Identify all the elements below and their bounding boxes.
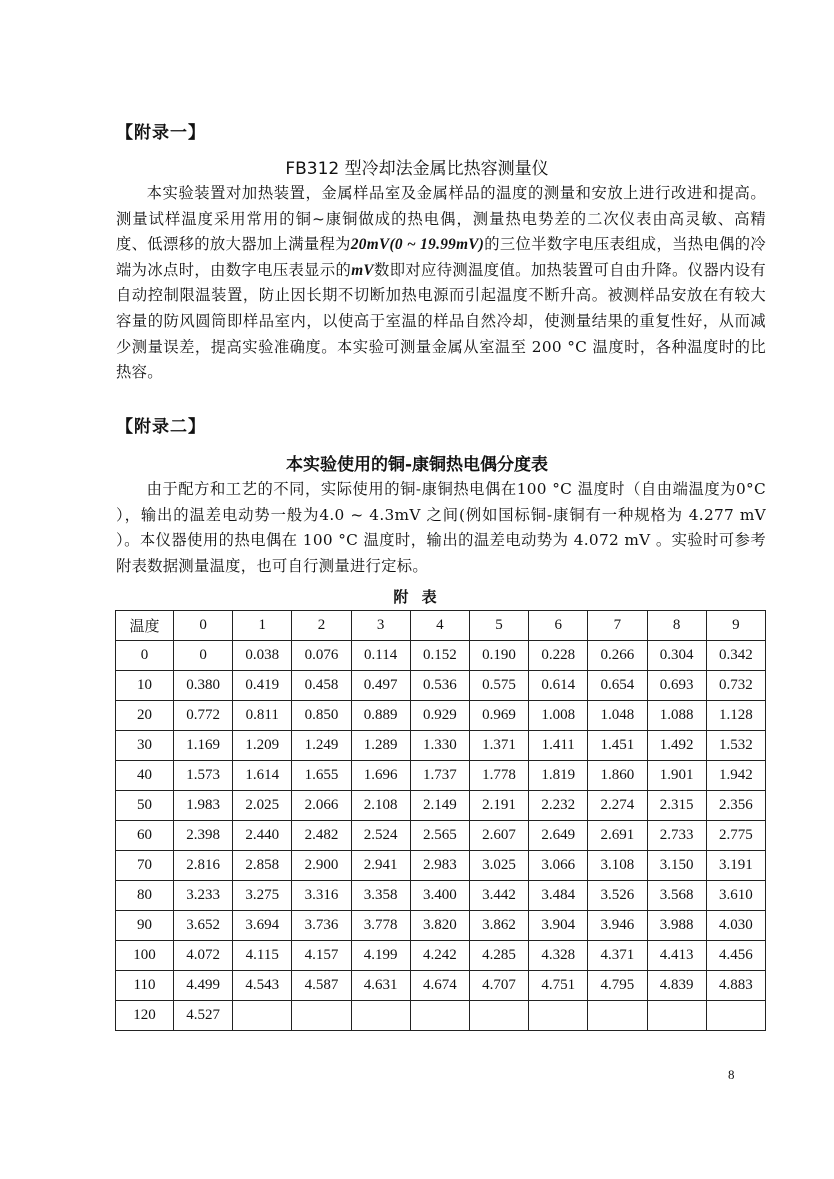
table-cell: 4.674 [410, 971, 469, 1001]
table-cell: 1 [233, 611, 292, 641]
table-cell: 0.114 [351, 641, 410, 671]
table-cell: 1.696 [351, 761, 410, 791]
table-cell [647, 1001, 706, 1031]
table-cell: 3.778 [351, 911, 410, 941]
table-cell: 0.458 [292, 671, 351, 701]
temperature-cell: 70 [116, 851, 174, 881]
table-cell: 3.736 [292, 911, 351, 941]
table-row [116, 731, 766, 761]
table-cell: 3.610 [706, 881, 765, 911]
appendix1-range-formula: 20mV(0 ~ 19.99mV) [350, 236, 485, 254]
table-cell: 4.328 [529, 941, 588, 971]
table-cell: 2.858 [233, 851, 292, 881]
table-cell: 0.419 [233, 671, 292, 701]
table-cell: 3.820 [410, 911, 469, 941]
table-cell: 4.413 [647, 941, 706, 971]
table-row [116, 821, 766, 851]
temperature-cell: 温度 [116, 611, 174, 641]
table-cell: 2.941 [351, 851, 410, 881]
table-cell: 2.900 [292, 851, 351, 881]
table-cell: 1.901 [647, 761, 706, 791]
table-cell: 3.484 [529, 881, 588, 911]
table-cell: 0.228 [529, 641, 588, 671]
temperature-cell: 40 [116, 761, 174, 791]
table-cell: 3.400 [410, 881, 469, 911]
table-cell: 4.543 [233, 971, 292, 1001]
table-cell: 1.492 [647, 731, 706, 761]
appendix1-title: FB312 型冷却法金属比热容测量仪 [285, 159, 549, 179]
table-cell: 4.795 [588, 971, 647, 1001]
table-cell: 2.775 [706, 821, 765, 851]
table-cell: 0.536 [410, 671, 469, 701]
table-cell: 1.048 [588, 701, 647, 731]
table-cell: 0.614 [529, 671, 588, 701]
table-caption: 附 表 [393, 588, 441, 606]
table-cell: 1.088 [647, 701, 706, 731]
table-row [116, 701, 766, 731]
table-cell: 0.076 [292, 641, 351, 671]
table-cell: 4.242 [410, 941, 469, 971]
appendix1-text-part3: 数即对应待测温度值。加热装置可自由升降。仪器内设有自动控制限温装置，防止因长期不切断加热电源而引起温度不断升高。被测样品安放在有较大容量的防风圆筒即样品室内，以使高于室温的样品自然冷却，使测量结果的重复性好，从而减少测量误差，提高实验准确度。本实验可测量金属从室温至 200 °C 温度时，各种温度时的比热容。 [116, 260, 766, 382]
temperature-cell: 90 [116, 911, 174, 941]
appendix1-heading: 【附录一】 [116, 123, 206, 143]
table-cell: 3 [351, 611, 410, 641]
table-cell: 3.862 [469, 911, 528, 941]
table-row [116, 641, 766, 671]
table-cell: 1.330 [410, 731, 469, 761]
temperature-cell: 110 [116, 971, 174, 1001]
table-cell: 1.289 [351, 731, 410, 761]
appendix2-heading: 【附录二】 [116, 417, 206, 437]
table-cell: 4.587 [292, 971, 351, 1001]
table-cell: 2.315 [647, 791, 706, 821]
table-cell: 0.929 [410, 701, 469, 731]
table-cell: 3.233 [174, 881, 233, 911]
table-cell [588, 1001, 647, 1031]
table-cell [706, 1001, 765, 1031]
table-cell: 1.655 [292, 761, 351, 791]
table-cell: 0.850 [292, 701, 351, 731]
table-cell: 4.072 [174, 941, 233, 971]
table-cell: 3.066 [529, 851, 588, 881]
table-cell: 0.575 [469, 671, 528, 701]
temperature-cell: 10 [116, 671, 174, 701]
table-cell: 3.108 [588, 851, 647, 881]
table-cell: 0.342 [706, 641, 765, 671]
table-header-row [116, 611, 766, 641]
table-cell: 2 [292, 611, 351, 641]
table-cell: 0.152 [410, 641, 469, 671]
table-cell: 0.190 [469, 641, 528, 671]
table-cell: 4.707 [469, 971, 528, 1001]
table-cell: 3.275 [233, 881, 292, 911]
table-row [116, 941, 766, 971]
appendix2-title: 本实验使用的铜-康铜热电偶分度表 [285, 455, 549, 475]
table-cell: 6 [529, 611, 588, 641]
temperature-cell: 30 [116, 731, 174, 761]
table-cell: 0.654 [588, 671, 647, 701]
table-row [116, 1001, 766, 1031]
table-cell: 2.149 [410, 791, 469, 821]
table-cell: 2.356 [706, 791, 765, 821]
temperature-cell: 50 [116, 791, 174, 821]
table-cell: 9 [706, 611, 765, 641]
table-cell: 4.199 [351, 941, 410, 971]
table-row [116, 911, 766, 941]
table-row [116, 971, 766, 1001]
table-cell: 4.115 [233, 941, 292, 971]
table-cell: 4.631 [351, 971, 410, 1001]
table-cell: 0.693 [647, 671, 706, 701]
table-cell: 0.038 [233, 641, 292, 671]
table-cell: 3.904 [529, 911, 588, 941]
table-cell: 1.532 [706, 731, 765, 761]
table-cell: 0.497 [351, 671, 410, 701]
table-cell: 2.274 [588, 791, 647, 821]
table-cell: 3.694 [233, 911, 292, 941]
table-cell: 1.860 [588, 761, 647, 791]
table-cell: 2.440 [233, 821, 292, 851]
temperature-cell: 120 [116, 1001, 174, 1031]
temperature-cell: 80 [116, 881, 174, 911]
table-cell: 4.839 [647, 971, 706, 1001]
table-cell: 2.983 [410, 851, 469, 881]
table-row [116, 791, 766, 821]
table-cell: 0.304 [647, 641, 706, 671]
table-cell: 2.108 [351, 791, 410, 821]
table-cell [351, 1001, 410, 1031]
table-row [116, 761, 766, 791]
table-cell: 0.380 [174, 671, 233, 701]
table-cell: 2.232 [529, 791, 588, 821]
table-row [116, 671, 766, 701]
table-cell: 1.128 [706, 701, 765, 731]
temperature-cell: 20 [116, 701, 174, 731]
table-cell: 7 [588, 611, 647, 641]
appendix2-text: 由于配方和工艺的不同，实际使用的铜-康铜热电偶在100 °C 温度时（自由端温度为0°C ），输出的温差电动势一般为4.0 ~ 4.3mV 之间(例如国标铜-康铜有一种规格为 4.277 mV ）。本仪器使用的热电偶在 100 °C 温度时，输出的温差电动势为 4.072 mV 。实验时可参考附表数据测量温度，也可自行测量进行定标。 [116, 480, 766, 575]
table-cell: 2.733 [647, 821, 706, 851]
table-cell: 4.499 [174, 971, 233, 1001]
table-cell: 2.565 [410, 821, 469, 851]
table-cell: 0 [174, 641, 233, 671]
table-cell: 2.607 [469, 821, 528, 851]
appendix2-paragraph [116, 477, 766, 579]
table-cell: 1.169 [174, 731, 233, 761]
table-cell: 1.614 [233, 761, 292, 791]
table-cell: 2.482 [292, 821, 351, 851]
table-cell: 3.988 [647, 911, 706, 941]
table-cell: 0.811 [233, 701, 292, 731]
table-cell: 1.371 [469, 731, 528, 761]
thermocouple-table [115, 610, 766, 1031]
table-cell: 1.008 [529, 701, 588, 731]
table-cell: 4.527 [174, 1001, 233, 1031]
table-cell: 1.737 [410, 761, 469, 791]
table-cell: 2.524 [351, 821, 410, 851]
table-cell: 3.025 [469, 851, 528, 881]
table-cell: 3.568 [647, 881, 706, 911]
table-cell: 2.191 [469, 791, 528, 821]
table-cell: 3.442 [469, 881, 528, 911]
table-cell: 1.573 [174, 761, 233, 791]
table-cell: 5 [469, 611, 528, 641]
table-cell: 0.772 [174, 701, 233, 731]
table-cell: 2.816 [174, 851, 233, 881]
table-cell: 3.150 [647, 851, 706, 881]
table-cell: 2.066 [292, 791, 351, 821]
table-cell: 1.983 [174, 791, 233, 821]
table-cell: 4.751 [529, 971, 588, 1001]
table-cell: 1.778 [469, 761, 528, 791]
table-cell: 3.652 [174, 911, 233, 941]
table-cell: 0.889 [351, 701, 410, 731]
appendix1-text-part2: 的三位半数字电压表组成，当热电偶的冷端为冰点时，由数字电压表显示的 [116, 235, 766, 279]
table-cell [292, 1001, 351, 1031]
table-row [116, 851, 766, 881]
table-cell: 2.398 [174, 821, 233, 851]
table-cell: 3.316 [292, 881, 351, 911]
temperature-cell: 100 [116, 941, 174, 971]
table-cell [469, 1001, 528, 1031]
temperature-cell: 0 [116, 641, 174, 671]
table-cell: 4.030 [706, 911, 765, 941]
appendix1-text-part1: 本实验装置对加热装置，金属样品室及金属样品的温度的测量和安放上进行改进和提高。测量试样温度采用常用的铜~康铜做成的热电偶，测量热电势差的二次仪表由高灵敏、高精度、低漂移的放大器加上满量程为 [116, 184, 766, 254]
table-cell: 0 [174, 611, 233, 641]
table-cell: 0.969 [469, 701, 528, 731]
table-cell: 8 [647, 611, 706, 641]
table-cell: 3.358 [351, 881, 410, 911]
page-number: 8 [728, 1067, 735, 1082]
temperature-cell: 60 [116, 821, 174, 851]
table-cell: 4.157 [292, 941, 351, 971]
table-row [116, 881, 766, 911]
table-cell: 4.285 [469, 941, 528, 971]
appendix1-paragraph [116, 181, 766, 386]
table-cell: 1.209 [233, 731, 292, 761]
table-cell: 1.451 [588, 731, 647, 761]
appendix1-unit-mv: mV [351, 261, 374, 279]
table-cell: 3.191 [706, 851, 765, 881]
table-cell: 2.649 [529, 821, 588, 851]
table-cell: 1.249 [292, 731, 351, 761]
table-cell: 1.819 [529, 761, 588, 791]
table-cell: 4.456 [706, 941, 765, 971]
table-cell: 3.946 [588, 911, 647, 941]
table-cell: 1.942 [706, 761, 765, 791]
table-cell [529, 1001, 588, 1031]
table-cell: 2.025 [233, 791, 292, 821]
table-cell: 0.266 [588, 641, 647, 671]
table-cell: 4.371 [588, 941, 647, 971]
table-cell [233, 1001, 292, 1031]
table-cell [410, 1001, 469, 1031]
table-cell: 4 [410, 611, 469, 641]
table-cell: 1.411 [529, 731, 588, 761]
table-cell: 4.883 [706, 971, 765, 1001]
table-cell: 3.526 [588, 881, 647, 911]
table-cell: 0.732 [706, 671, 765, 701]
table-cell: 2.691 [588, 821, 647, 851]
